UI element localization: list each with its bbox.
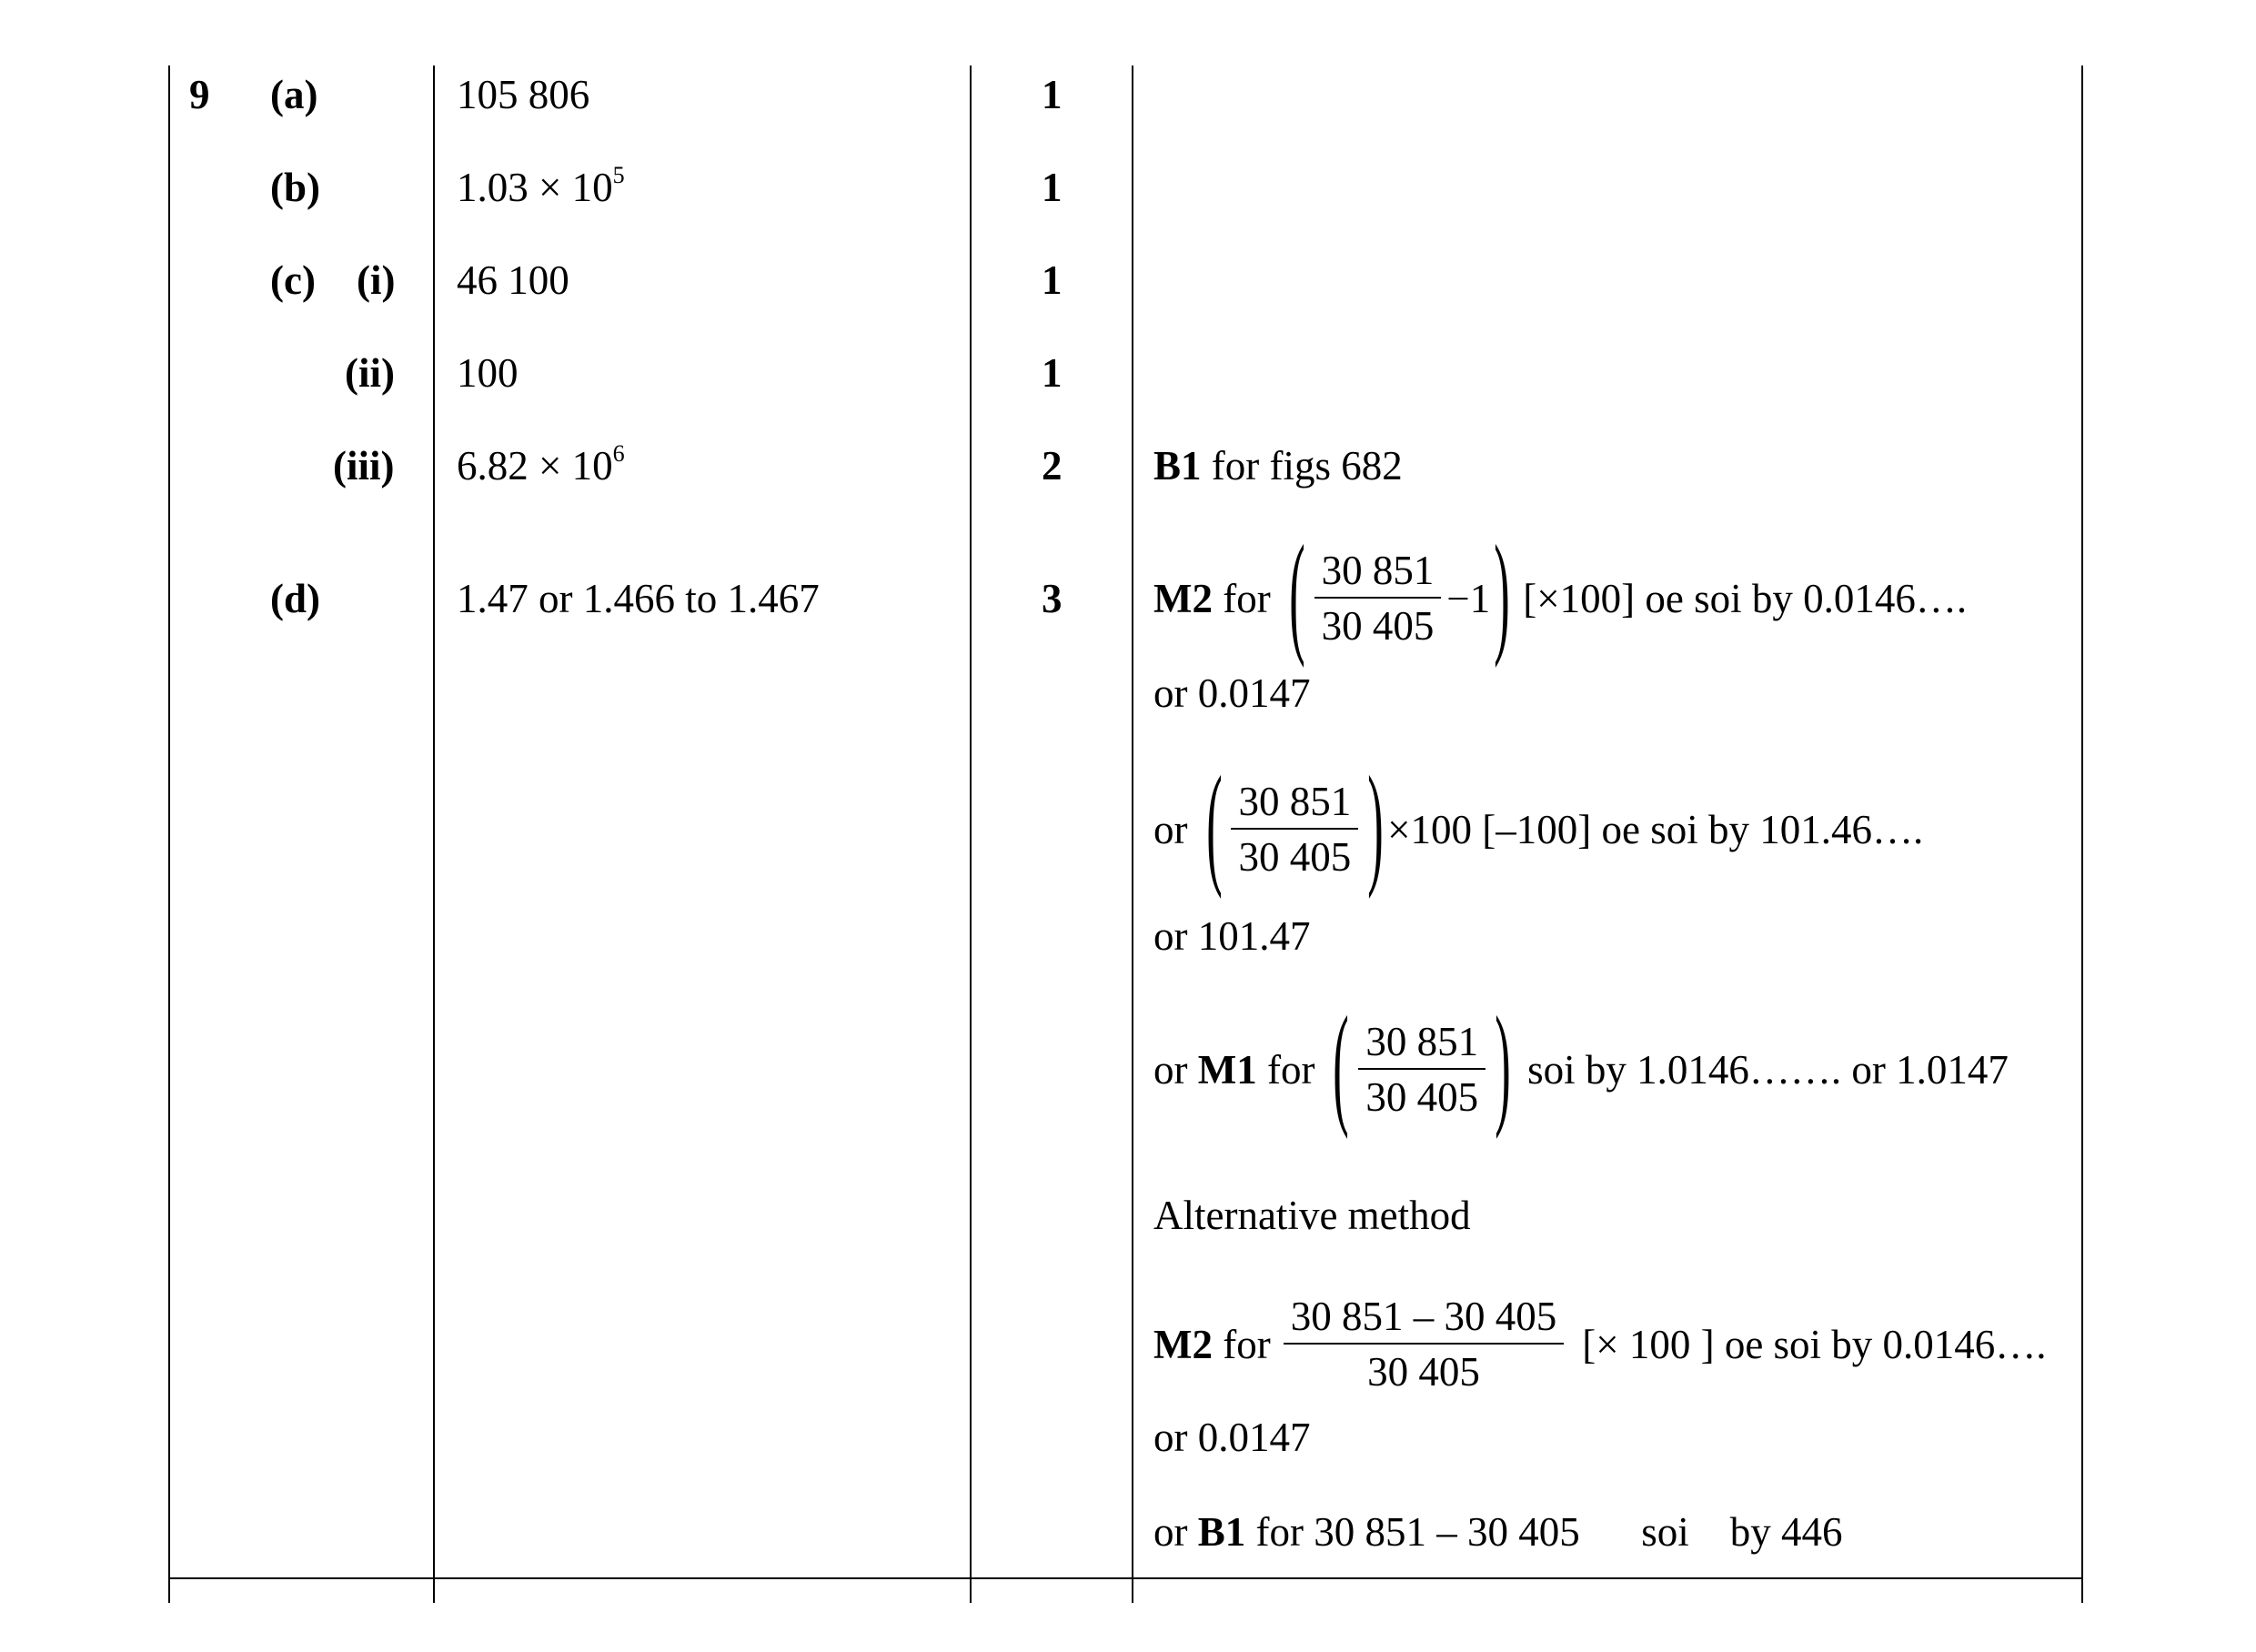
fraction-numerator: 30 851 xyxy=(1314,549,1442,599)
guidance-d-b1-code: B1 xyxy=(1197,1509,1246,1555)
table-border-right xyxy=(2081,65,2083,1603)
guidance-d-m2-code: M2 xyxy=(1153,575,1213,621)
guidance-d-m2 xyxy=(1153,518,1968,669)
guidance-d-m2-minus: −1 xyxy=(1446,575,1491,621)
part-label-b: (b) xyxy=(270,165,320,210)
column-divider-part xyxy=(433,65,435,1603)
open-paren-glyph: ( xyxy=(1205,749,1223,900)
answer-b xyxy=(457,162,625,210)
answer-b-base: 1.03 × 10 xyxy=(457,165,613,210)
column-divider-answer xyxy=(970,65,972,1603)
answer-c-iii-base: 6.82 × 10 xyxy=(457,443,613,489)
table-row-bottom-border xyxy=(168,1577,2083,1579)
guidance-d-alt-fraction xyxy=(1284,1294,1565,1395)
guidance-d-alt-tail: [× 100 ] oe soi by 0.0146…. xyxy=(1582,1321,2047,1367)
mark-a: 1 xyxy=(1042,72,1063,117)
guidance-d-b1 xyxy=(1153,1509,1843,1555)
guidance-d-b1-text: for 30 851 – 30 405 soi by 446 xyxy=(1255,1509,1843,1555)
answer-d: 1.47 or 1.466 to 1.467 xyxy=(457,576,820,621)
guidance-c-iii xyxy=(1153,443,1403,489)
part-label-a: (a) xyxy=(270,72,318,117)
sub-label-c-ii: (ii) xyxy=(345,350,395,396)
answer-c-ii: 100 xyxy=(457,350,519,396)
guidance-d-m1-for: for xyxy=(1266,1046,1315,1093)
guidance-d-alt-code: M2 xyxy=(1153,1321,1213,1367)
fraction-denominator: 30 405 xyxy=(1365,1074,1479,1120)
mark-c-ii: 1 xyxy=(1042,350,1063,396)
guidance-d-m2-tail: [×100] oe soi by 0.0146…. xyxy=(1523,575,1968,621)
guidance-d-m1-fraction xyxy=(1358,1020,1486,1121)
guidance-d-alt-for: for xyxy=(1223,1321,1271,1367)
answer-c-iii-exponent: 6 xyxy=(612,440,625,467)
guidance-d-m1-tail: soi by 1.0146……. or 1.0147 xyxy=(1527,1046,2009,1093)
guidance-d-b1-prefix: or xyxy=(1153,1509,1188,1555)
guidance-d-alt-m2 xyxy=(1153,1286,2047,1403)
guidance-d-m1 xyxy=(1153,989,2009,1140)
guidance-d-m2-fraction xyxy=(1314,549,1442,650)
close-paren-glyph: ) xyxy=(1367,749,1384,900)
mark-b: 1 xyxy=(1042,165,1063,210)
guidance-d-or2-tail: ×100 [–100] oe soi by 101.46…. xyxy=(1387,806,1924,852)
answer-c-i: 46 100 xyxy=(457,257,569,303)
guidance-d-or2 xyxy=(1153,749,1924,900)
mark-d: 3 xyxy=(1042,576,1063,621)
fraction-numerator: 30 851 xyxy=(1358,1020,1486,1071)
guidance-d-m2-or: or 0.0147 xyxy=(1153,670,1311,716)
part-label-c: (c) xyxy=(270,257,316,303)
guidance-d-or2-fraction xyxy=(1231,780,1358,881)
guidance-d-or2-prefix: or xyxy=(1153,806,1188,852)
close-paren-glyph: ) xyxy=(1495,989,1511,1140)
fraction-denominator: 30 405 xyxy=(1367,1349,1480,1395)
fraction-numerator: 30 851 – 30 405 xyxy=(1284,1294,1565,1345)
question-number: 9 xyxy=(189,72,210,117)
guidance-d-m2-for: for xyxy=(1223,575,1271,621)
fraction-denominator: 30 405 xyxy=(1238,834,1352,880)
answer-a: 105 806 xyxy=(457,72,590,117)
guidance-d-m1-code: M1 xyxy=(1197,1046,1257,1093)
fraction-numerator: 30 851 xyxy=(1231,780,1358,831)
guidance-d-alt-or: or 0.0147 xyxy=(1153,1415,1311,1460)
sub-label-c-i: (i) xyxy=(357,257,396,303)
answer-c-iii xyxy=(457,440,625,489)
fraction-denominator: 30 405 xyxy=(1321,603,1435,649)
part-label-d: (d) xyxy=(270,576,320,621)
open-paren-glyph: ( xyxy=(1333,989,1350,1140)
mark-c-i: 1 xyxy=(1042,257,1063,303)
answer-b-exponent: 5 xyxy=(612,162,625,188)
guidance-d-alt-heading: Alternative method xyxy=(1153,1193,1471,1238)
column-divider-marks xyxy=(1132,65,1133,1603)
guidance-d-m1-prefix: or xyxy=(1153,1046,1188,1093)
guidance-d-or2-or: or 101.47 xyxy=(1153,913,1311,959)
sub-label-c-iii: (iii) xyxy=(333,443,395,489)
mark-c-iii: 2 xyxy=(1042,443,1063,489)
open-paren-glyph: ( xyxy=(1288,518,1305,669)
table-border-left xyxy=(168,65,170,1603)
guidance-c-iii-text: for figs 682 xyxy=(1211,443,1403,489)
close-paren-glyph: ) xyxy=(1494,518,1511,669)
guidance-c-iii-code: B1 xyxy=(1153,443,1202,489)
